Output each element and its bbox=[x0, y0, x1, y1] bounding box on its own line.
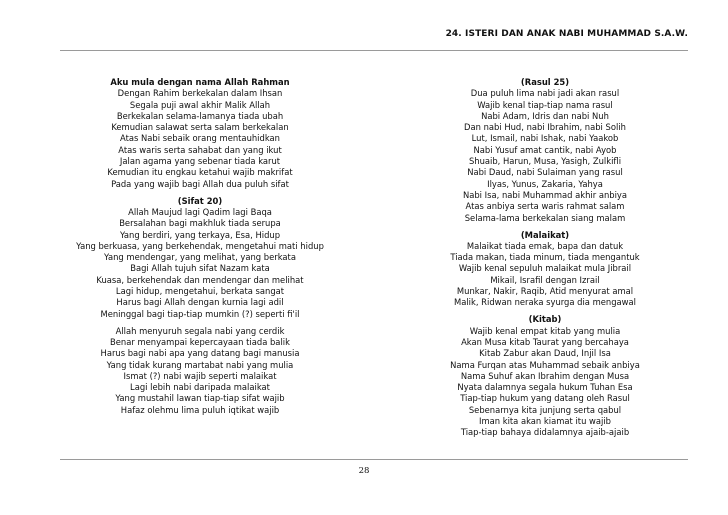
page-number: 28 bbox=[358, 466, 370, 476]
verse-line: Tiap-tiap bahaya didalamnya ajaib-ajaib bbox=[460, 427, 630, 438]
verse-line: Sebenarnya kita junjung serta qabul bbox=[468, 404, 622, 415]
verse-line: Atas waris serta sahabat dan yang ikut bbox=[118, 144, 282, 155]
verse-line: Wajib kenal tiap-tiap nama rasul bbox=[477, 99, 613, 110]
verse-line: Dua puluh lima nabi jadi akan rasul bbox=[470, 88, 620, 99]
left-verse-column bbox=[55, 77, 345, 416]
verse-line: Yang berdiri, yang terkaya, Esa, Hidup bbox=[119, 229, 281, 240]
verse-line: Hafaz olehmu lima puluh iqtikat wajib bbox=[120, 404, 280, 415]
verse-line: Kemudian salawat serta salam berkekalan bbox=[111, 122, 289, 133]
header-divider bbox=[60, 50, 688, 51]
verse-line: Ilyas, Yunus, Zakaria, Yahya bbox=[487, 178, 603, 189]
verse-line: Jalan agama yang sebenar tiada karut bbox=[119, 156, 281, 167]
verse-line: Berkekalan selama-lamanya tiada ubah bbox=[116, 110, 284, 121]
section-title: (Rasul 25) bbox=[520, 77, 570, 87]
verse-line: Nabi Isa, nabi Muhammad akhir anbiya bbox=[462, 189, 628, 200]
verse-line: Ismat (?) nabi wajib seperti malaikat bbox=[123, 370, 277, 381]
verse-line: Atas anbiya serta waris rahmat salam bbox=[465, 201, 625, 212]
right-verse-column bbox=[400, 77, 690, 439]
verse-line: Nabi Yusuf amat cantik, nabi Ayob bbox=[473, 144, 617, 155]
verse-line: Dan nabi Hud, nabi Ibrahim, nabi Solih bbox=[464, 122, 626, 133]
verse-line: Kuasa, berkehendak dan mendengar dan melihat bbox=[96, 274, 304, 285]
verse-line: Wajib kenal empat kitab yang mulia bbox=[469, 325, 621, 336]
verse-line: Malaikat tiada emak, bapa dan datuk bbox=[466, 240, 624, 251]
verse-line: Allah Maujud lagi Qadim lagi Baqa bbox=[128, 206, 272, 217]
verse-line: Shuaib, Harun, Musa, Yasigh, Zulkifli bbox=[468, 156, 622, 167]
verse-line: Meninggal bagi tiap-tiap mumkin (?) seperti fi'il bbox=[100, 308, 300, 319]
verse-line: Bagi Allah tujuh sifat Nazam kata bbox=[130, 263, 270, 274]
verse-line: Yang mustahil lawan tiap-tiap sifat wajib bbox=[115, 393, 285, 404]
verse-line: Bersalahan bagi makhluk tiada serupa bbox=[119, 218, 281, 229]
page-header: 24. ISTERI DAN ANAK NABI MUHAMMAD S.A.W. bbox=[445, 29, 688, 39]
verse-line: Munkar, Nakir, Raqib, Atid menyurat amal bbox=[456, 286, 634, 297]
verse-line: Segala puji awal akhir Malik Allah bbox=[129, 99, 271, 110]
verse-line: Mikail, Israfil dengan Izrail bbox=[490, 274, 600, 285]
verse-line: Kemudian itu engkau ketahui wajib makrifat bbox=[107, 167, 293, 178]
verse-line: Nama Furqan atas Muhammad sebaik anbiya bbox=[450, 359, 640, 370]
footer-divider bbox=[60, 459, 688, 460]
verse-line: Atas Nabi sebaik orang mentauhidkan bbox=[120, 133, 280, 144]
verse-line: Yang tidak kurang martabat nabi yang mulia bbox=[106, 359, 294, 370]
verse-line: Lut, Ismail, nabi Ishak, nabi Yaakob bbox=[471, 133, 619, 144]
section-title: (Sifat 20) bbox=[177, 195, 223, 206]
verse-line: Akan Musa kitab Taurat yang bercahaya bbox=[461, 336, 629, 347]
verse-line: Allah menyuruh segala nabi yang cerdik bbox=[115, 325, 285, 336]
verse-line: Kitab Zabur akan Daud, Injil Isa bbox=[479, 348, 611, 359]
verse-line: Iman kita akan kiamat itu wajib bbox=[478, 415, 611, 426]
verse-line: Lagi lebih nabi daripada malaikat bbox=[130, 382, 270, 393]
verse-line: Benar menyampai kepercayaan tiada balik bbox=[110, 336, 290, 347]
verse-line: Harus bagi nabi apa yang datang bagi manusia bbox=[100, 348, 300, 359]
verse-line: Nama Suhuf akan Ibrahim dengan Musa bbox=[460, 370, 630, 381]
verse-line: Selama-lama berkekalan siang malam bbox=[464, 212, 626, 223]
verse-line: Pada yang wajib bagi Allah dua puluh sifat bbox=[111, 178, 289, 189]
section-title: (Malaikat) bbox=[520, 229, 570, 240]
verse-line: Nabi Adam, Idris dan nabi Nuh bbox=[481, 110, 609, 121]
verse-line: Malik, Ridwan neraka syurga dia mengawal bbox=[454, 297, 636, 308]
verse-line: Dengan Rahim berkekalan dalam Ihsan bbox=[117, 88, 283, 99]
verse-line: Yang mendengar, yang melihat, yang berkata bbox=[104, 252, 296, 263]
verse-line: Tiada makan, tiada minum, tiada mengantuk bbox=[450, 252, 640, 263]
verse-line: Tiap-tiap hukum yang datang oleh Rasul bbox=[460, 393, 630, 404]
section-title: Aku mula dengan nama Allah Rahman bbox=[110, 77, 290, 87]
section-title: (Kitab) bbox=[528, 314, 562, 325]
verse-line: Harus bagi Allah dengan kurnia lagi adil bbox=[116, 297, 284, 308]
verse-line: Yang berkuasa, yang berkehendak, mengetahui mati hidup bbox=[76, 240, 324, 251]
verse-line: Wajib kenal sepuluh malaikat mula Jibrail bbox=[458, 263, 632, 274]
verse-line: Lagi hidup, mengetahui, berkata sangat bbox=[115, 286, 285, 297]
verse-line: Nyata dalamnya segala hukum Tuhan Esa bbox=[457, 382, 633, 393]
verse-line: Nabi Daud, nabi Sulaiman yang rasul bbox=[467, 167, 623, 178]
